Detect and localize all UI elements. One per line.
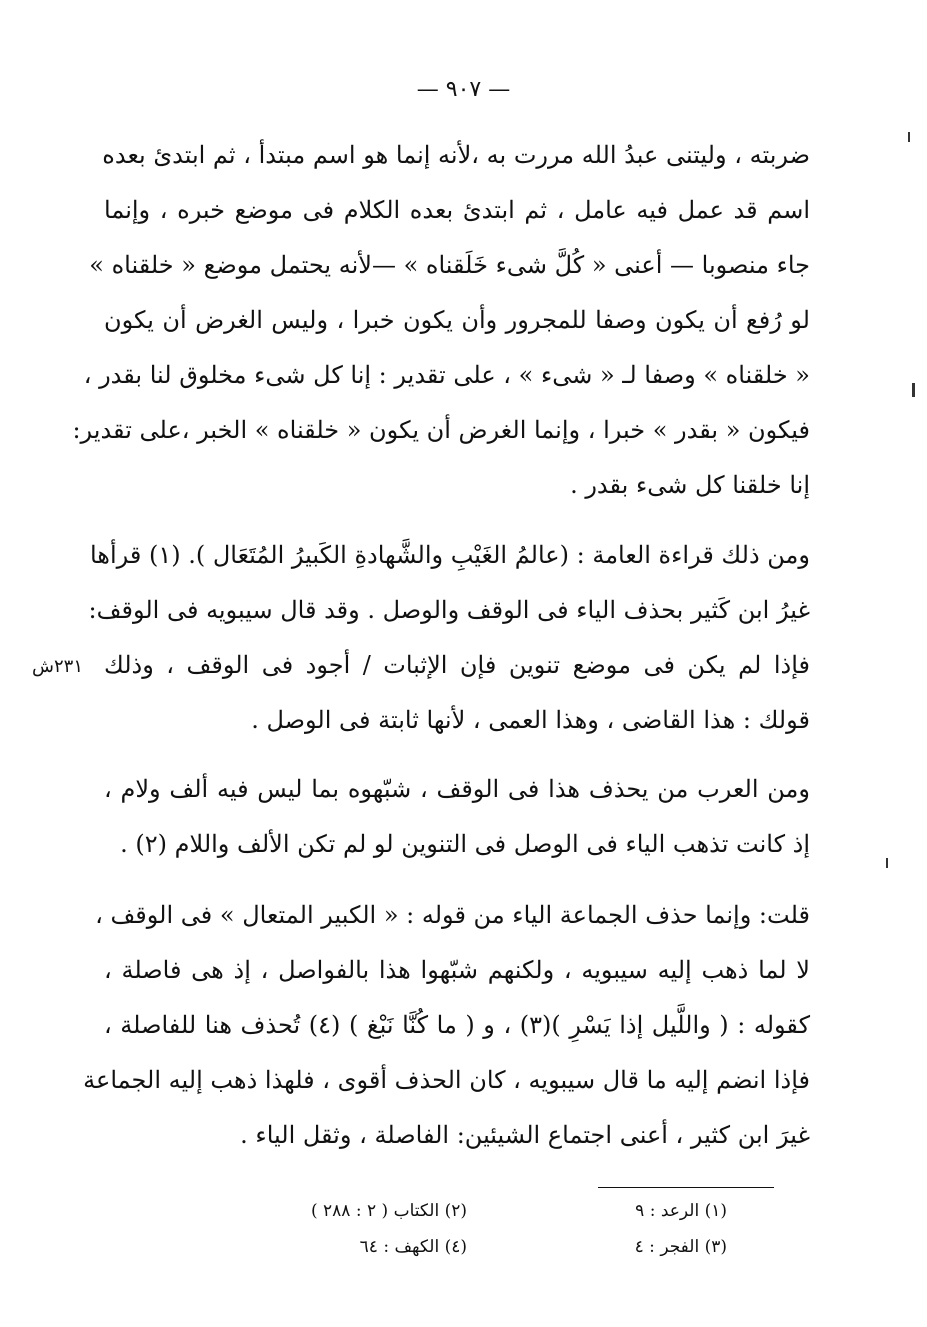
paragraph-2: [88, 528, 810, 748]
text-line: « خلقناه » وصفا لـ « شىء » ، على تقدير : إنا كل شىء مخلوق لنا بقدر ،: [83, 361, 810, 389]
paragraph-3: [104, 762, 810, 872]
text-line: فإذا لم يكن فى موضع تنوين فإن الإثبات / أجود فى الوقف ، وذلك: [104, 651, 810, 679]
text-line: إذ كانت تذهب الياء فى الوصل فى التنوين لو لم تكن الألف واللام (٢) .: [120, 830, 810, 858]
text-line: اسم قد عمل فيه عامل ، ثم ابتدئ بعده الكلام فى موضع خبره ، وإنما: [104, 196, 810, 224]
paragraph-4: [83, 888, 811, 1163]
text-line: جاء منصوبا — أعنى « كُلَّ شىء خَلَقناه » —لأنه يحتمل موضع « خلقناه »: [89, 251, 810, 279]
text-line: قولك : هذا القاضى ، وهذا العمى ، لأنها ثابتة فى الوصل .: [251, 706, 810, 734]
scan-edge-mark: [886, 858, 888, 868]
text-line: لا لما ذهب إليه سيبويه ، ولكنهم شبّهوا هذا بالفواصل ، إذ هى فاصلة ،: [104, 956, 810, 984]
footnote-divider: [598, 1187, 774, 1188]
text-line: غيرُ ابن كَثير بحذف الياء فى الوقف والوصل . وقد قال سيبويه فى الوقف:: [88, 596, 810, 624]
text-line: لو رُفع أن يكون وصفا للمجرور وأن يكون خبرا ، وليس الغرض أن يكون: [104, 306, 810, 334]
text-line: كقوله : ( واللَّيل إذا يَسْرِ )(٣) ، و ( ما كُنَّا نَبْغ ) (٤) تُحذف هنا للفاصلة ،: [104, 1011, 811, 1039]
text-line: غيرَ ابن كثير ، أعنى اجتماع الشيئين: الفاصلة ، وثقل الياء .: [240, 1121, 810, 1149]
paragraph-1: [72, 128, 810, 513]
text-line: ضربته ، وليتنى عبدُ الله مررت به ،لأنه إنما هو اسم مبتدأ ، ثم ابتدئ بعده: [102, 141, 810, 169]
scan-edge-mark: [908, 132, 910, 142]
text-line: ومن العرب من يحذف هذا فى الوقف ، شبّهوه بما ليس فيه ألف ولام ،: [104, 775, 810, 803]
footnote-3: (٣) الفجر : ٤: [634, 1237, 727, 1257]
text-line: فيكون « بقدر » خبرا ، وإنما الغرض أن يكون « خلقناه » الخبر ،على تقدير:: [72, 416, 810, 444]
text-line: فإذا انضم إليه ما قال سيبويه ، كان الحذف أقوى ، فلهذا ذهب إليه الجماعة: [83, 1066, 810, 1094]
footnote-1: (١) الرعد : ٩: [635, 1201, 727, 1221]
scan-edge-mark: [912, 383, 915, 397]
text-line: إنا خلقنا كل شىء بقدر .: [570, 471, 810, 499]
text-line: ومن ذلك قراءة العامة : (عالمُ الغَيْبِ والشَّهادةِ الكَبيرُ المُتَعَال ). (١) قرأها: [89, 541, 810, 569]
footnote-2: (٢) الكتاب ( ٢ : ٢٨٨ ): [310, 1201, 467, 1221]
footnote-4: (٤) الكهف : ٦٤: [359, 1237, 467, 1257]
page-number: — ٩٠٧ —: [416, 77, 511, 102]
text-line: قلت: وإنما حذف الجماعة الياء من قوله : « الكبير المتعال » فى الوقف ،: [95, 901, 810, 929]
margin-manuscript-reference: ٢٣١ش: [32, 656, 83, 677]
